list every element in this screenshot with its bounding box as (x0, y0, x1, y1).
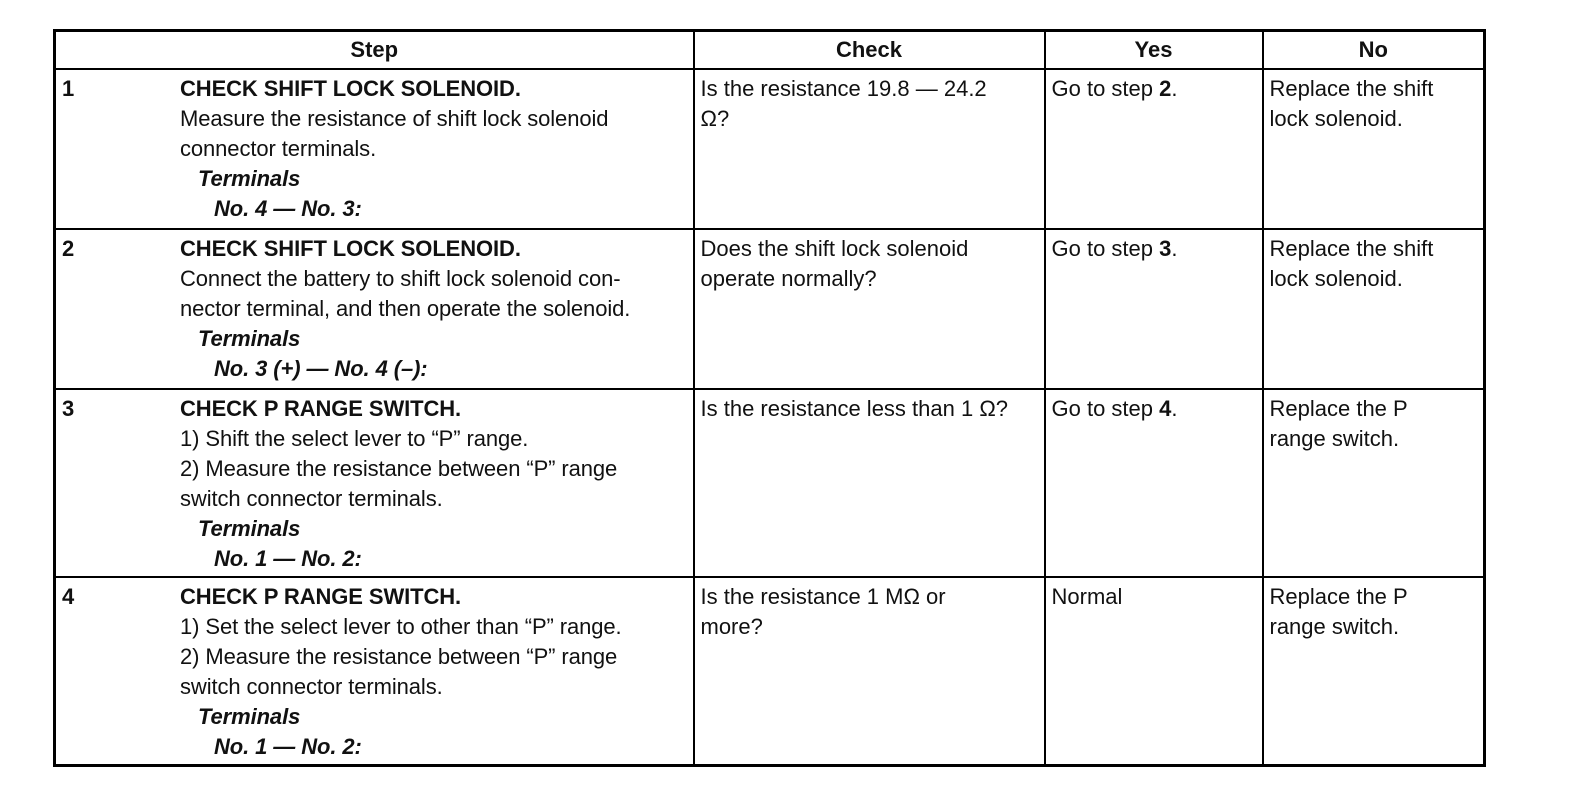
step-instruction: switch connector terminals. (180, 486, 443, 511)
yes-prefix: Go to step (1051, 76, 1160, 101)
header-no: No (1263, 31, 1485, 70)
step-number: 3 (62, 396, 75, 421)
yes-suffix: . (1171, 236, 1178, 261)
step-cell (55, 577, 694, 766)
step-cell (55, 389, 694, 577)
no-text: range switch. (1269, 426, 1400, 451)
yes-cell (1045, 229, 1263, 389)
check-text: more? (700, 614, 763, 639)
terminals-value: No. 3 (+) — No. 4 (–): (214, 356, 428, 381)
check-text: Is the resistance 1 MΩ or (700, 584, 946, 609)
header-row (55, 31, 1485, 70)
step-title: CHECK SHIFT LOCK SOLENOID. (180, 236, 521, 261)
header-yes: Yes (1045, 31, 1263, 70)
terminals-label: Terminals (198, 326, 301, 351)
step-number: 2 (62, 236, 75, 261)
step-title: CHECK P RANGE SWITCH. (180, 584, 462, 609)
no-text: lock solenoid. (1269, 106, 1403, 131)
yes-suffix: . (1171, 76, 1178, 101)
header-step: Step (55, 31, 694, 70)
yes-step-number: 4 (1159, 396, 1172, 421)
yes-suffix: . (1171, 396, 1178, 421)
terminals-label: Terminals (198, 704, 301, 729)
check-text: Is the resistance less than 1 Ω? (700, 396, 1008, 421)
no-text: Replace the P (1269, 396, 1408, 421)
check-text: Ω? (700, 106, 730, 131)
check-cell (694, 389, 1045, 577)
yes-cell (1045, 577, 1263, 766)
table-row (55, 577, 1485, 766)
no-text: Replace the shift (1269, 236, 1434, 261)
no-text: lock solenoid. (1269, 266, 1403, 291)
yes-cell (1045, 389, 1263, 577)
check-text: Is the resistance 19.8 — 24.2 (700, 76, 987, 101)
table-row (55, 389, 1485, 577)
header-check: Check (694, 31, 1045, 70)
step-title: CHECK P RANGE SWITCH. (180, 396, 462, 421)
diagnostic-table (53, 29, 1486, 767)
terminals-label: Terminals (198, 166, 301, 191)
check-cell (694, 229, 1045, 389)
step-instruction: Measure the resistance of shift lock solenoid (180, 106, 609, 131)
step-title: CHECK SHIFT LOCK SOLENOID. (180, 76, 521, 101)
step-instruction: 1) Shift the select lever to “P” range. (180, 426, 529, 451)
yes-step-number: 2 (1159, 76, 1172, 101)
check-cell (694, 577, 1045, 766)
check-text: operate normally? (700, 266, 877, 291)
yes-step-number: 3 (1159, 236, 1172, 261)
terminals-label: Terminals (198, 516, 301, 541)
table-row (55, 69, 1485, 229)
yes-cell (1045, 69, 1263, 229)
yes-prefix: Go to step (1051, 236, 1160, 261)
step-number: 1 (62, 76, 75, 101)
step-instruction: 2) Measure the resistance between “P” range (180, 644, 618, 669)
check-text: Does the shift lock solenoid (700, 236, 969, 261)
step-instruction: 2) Measure the resistance between “P” range (180, 456, 618, 481)
terminals-value: No. 4 — No. 3: (214, 196, 362, 221)
yes-text: Normal (1051, 584, 1123, 609)
step-instruction: nector terminal, and then operate the solenoid. (180, 296, 631, 321)
no-cell (1263, 229, 1485, 389)
step-cell (55, 69, 694, 229)
no-cell (1263, 577, 1485, 766)
step-cell (55, 229, 694, 389)
no-text: range switch. (1269, 614, 1400, 639)
step-instruction: Connect the battery to shift lock solenoid con- (180, 266, 621, 291)
no-text: Replace the P (1269, 584, 1408, 609)
yes-prefix: Go to step (1051, 396, 1160, 421)
step-instruction: switch connector terminals. (180, 674, 443, 699)
no-cell (1263, 69, 1485, 229)
no-text: Replace the shift (1269, 76, 1434, 101)
table-row (55, 229, 1485, 389)
step-number: 4 (62, 584, 75, 609)
step-instruction: connector terminals. (180, 136, 377, 161)
no-cell (1263, 389, 1485, 577)
step-instruction: 1) Set the select lever to other than “P” range. (180, 614, 622, 639)
check-cell (694, 69, 1045, 229)
terminals-value: No. 1 — No. 2: (214, 546, 362, 571)
terminals-value: No. 1 — No. 2: (214, 734, 362, 759)
